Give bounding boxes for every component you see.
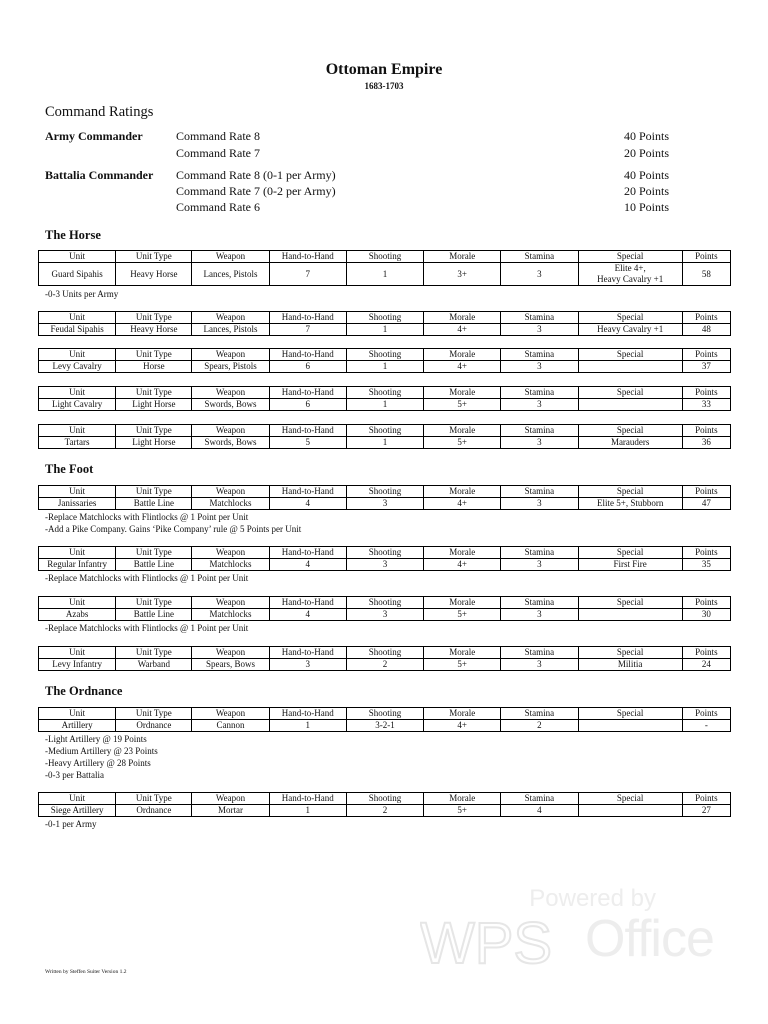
cell-unit: Janissaries — [39, 498, 116, 510]
unit-notes — [45, 511, 301, 535]
column-header: Morale — [424, 486, 501, 498]
column-header: Stamina — [501, 597, 578, 609]
column-header: Shooting — [346, 793, 423, 805]
column-header: Shooting — [346, 708, 423, 720]
cell-type: Battle Line — [116, 609, 192, 621]
column-header: Unit Type — [116, 312, 192, 324]
column-header: Special — [578, 708, 682, 720]
cell-shooting: 2 — [346, 659, 423, 671]
cell-stamina: 3 — [501, 659, 578, 671]
column-header: Points — [682, 597, 730, 609]
column-header: Hand-to-Hand — [269, 387, 346, 399]
column-header: Special — [578, 425, 682, 437]
cell-stamina: 3 — [501, 498, 578, 510]
cell-points: 33 — [682, 399, 730, 411]
column-header: Weapon — [192, 647, 269, 659]
column-header: Shooting — [346, 425, 423, 437]
table-header-row — [39, 349, 731, 361]
column-header: Stamina — [501, 647, 578, 659]
table-row — [39, 437, 731, 449]
column-header: Special — [578, 349, 682, 361]
column-header: Unit Type — [116, 708, 192, 720]
page-title: Ottoman Empire — [325, 61, 443, 78]
column-header: Hand-to-Hand — [269, 597, 346, 609]
table-header-row — [39, 547, 731, 559]
table-header-row — [39, 793, 731, 805]
unit-table — [38, 646, 731, 671]
column-header: Special — [578, 387, 682, 399]
cell-special — [578, 720, 682, 732]
cell-unit: Artillery — [39, 720, 116, 732]
battalia-rate-1: Command Rate 8 (0-1 per Army) — [176, 168, 336, 182]
cell-shooting: 1 — [346, 263, 423, 286]
column-header: Unit Type — [116, 597, 192, 609]
column-header: Unit Type — [116, 251, 192, 263]
cell-weapon: Matchlocks — [192, 559, 269, 571]
column-header: Unit — [39, 647, 116, 659]
unit-table — [38, 792, 731, 817]
column-header: Points — [682, 486, 730, 498]
cell-unit: Feudal Sipahis — [39, 324, 116, 336]
army-points-2: 20 Points — [624, 146, 670, 160]
column-header: Hand-to-Hand — [269, 647, 346, 659]
column-header: Unit — [39, 425, 116, 437]
column-header: Unit Type — [116, 793, 192, 805]
column-header: Hand-to-Hand — [269, 251, 346, 263]
column-header: Special — [578, 312, 682, 324]
cell-stamina: 3 — [501, 361, 578, 373]
column-header: Weapon — [192, 425, 269, 437]
unit-notes — [45, 818, 97, 830]
wps-logo-icon — [420, 915, 590, 975]
cell-weapon: Swords, Bows — [192, 437, 269, 449]
column-header: Shooting — [346, 349, 423, 361]
column-header: Shooting — [346, 387, 423, 399]
column-header: Stamina — [501, 708, 578, 720]
column-header: Unit — [39, 349, 116, 361]
cell-shooting: 3 — [346, 609, 423, 621]
cell-morale: 5+ — [424, 659, 501, 671]
column-header: Weapon — [192, 251, 269, 263]
column-header: Shooting — [346, 251, 423, 263]
army-commander-label: Army Commander — [45, 129, 143, 143]
cell-unit: Azabs — [39, 609, 116, 621]
cell-special: Marauders — [578, 437, 682, 449]
cell-morale: 4+ — [424, 720, 501, 732]
cell-hth: 3 — [269, 659, 346, 671]
column-header: Unit — [39, 486, 116, 498]
unit-table — [38, 424, 731, 449]
cell-type: Heavy Horse — [116, 263, 192, 286]
watermark-powered-text: Powered by — [529, 885, 656, 912]
unit-table — [38, 250, 731, 286]
table-row — [39, 324, 731, 336]
cell-hth: 4 — [269, 609, 346, 621]
cell-stamina: 3 — [501, 324, 578, 336]
battalia-points-1: 40 Points — [624, 168, 670, 182]
table-row — [39, 498, 731, 510]
cell-weapon: Mortar — [192, 805, 269, 817]
cell-morale: 5+ — [424, 609, 501, 621]
cell-hth: 4 — [269, 559, 346, 571]
cell-points: - — [682, 720, 730, 732]
cell-type: Battle Line — [116, 559, 192, 571]
unit-table — [38, 707, 731, 732]
cell-stamina: 4 — [501, 805, 578, 817]
cell-unit: Levy Cavalry — [39, 361, 116, 373]
cell-type: Ordnance — [116, 720, 192, 732]
cell-hth: 4 — [269, 498, 346, 510]
cell-unit: Siege Artillery — [39, 805, 116, 817]
column-header: Unit Type — [116, 387, 192, 399]
column-header: Unit — [39, 312, 116, 324]
cell-unit: Levy Infantry — [39, 659, 116, 671]
cell-points: 37 — [682, 361, 730, 373]
column-header: Morale — [424, 547, 501, 559]
cell-morale: 4+ — [424, 498, 501, 510]
watermark-brand: WPS — [420, 915, 553, 975]
cell-weapon: Spears, Bows — [192, 659, 269, 671]
note-line: -Medium Artillery @ 23 Points — [45, 746, 158, 756]
cell-morale: 4+ — [424, 559, 501, 571]
footer-credit: Written by Steffen Suiter Version 1.2 — [45, 969, 127, 975]
unit-table — [38, 348, 731, 373]
unit-table — [38, 386, 731, 411]
column-header: Hand-to-Hand — [269, 708, 346, 720]
cell-special — [578, 361, 682, 373]
column-header: Points — [682, 349, 730, 361]
column-header: Hand-to-Hand — [269, 349, 346, 361]
cell-unit: Tartars — [39, 437, 116, 449]
cell-special-line: Heavy Cavalry +1 — [597, 274, 664, 284]
column-header: Morale — [424, 349, 501, 361]
cell-special: Elite 5+, Stubborn — [578, 498, 682, 510]
cell-hth: 6 — [269, 399, 346, 411]
unit-table — [38, 311, 731, 336]
column-header: Special — [578, 251, 682, 263]
army-rate-2: Command Rate 7 — [176, 146, 260, 160]
battalia-commander-label: Battalia Commander — [45, 168, 154, 182]
unit-table — [38, 485, 731, 510]
cell-stamina: 3 — [501, 559, 578, 571]
column-header: Points — [682, 387, 730, 399]
column-header: Unit — [39, 547, 116, 559]
column-header: Morale — [424, 312, 501, 324]
column-header: Morale — [424, 251, 501, 263]
cell-shooting: 1 — [346, 324, 423, 336]
cell-type: Horse — [116, 361, 192, 373]
cell-morale: 3+ — [424, 263, 501, 286]
note-line: -0-1 per Army — [45, 819, 97, 829]
column-header: Unit — [39, 708, 116, 720]
column-header: Stamina — [501, 486, 578, 498]
note-line: -0-3 Units per Army — [45, 289, 119, 299]
unit-notes — [45, 572, 248, 584]
section-foot: The Foot — [45, 462, 94, 476]
table-row — [39, 720, 731, 732]
cell-type: Warband — [116, 659, 192, 671]
cell-stamina: 3 — [501, 399, 578, 411]
column-header: Unit — [39, 793, 116, 805]
cell-shooting: 2 — [346, 805, 423, 817]
column-header: Weapon — [192, 486, 269, 498]
column-header: Stamina — [501, 251, 578, 263]
cell-hth: 7 — [269, 263, 346, 286]
column-header: Points — [682, 425, 730, 437]
cell-shooting: 3 — [346, 498, 423, 510]
cell-shooting: 1 — [346, 399, 423, 411]
column-header: Weapon — [192, 597, 269, 609]
cell-type: Battle Line — [116, 498, 192, 510]
section-ordnance: The Ordnance — [45, 684, 123, 698]
cell-weapon: Matchlocks — [192, 609, 269, 621]
column-header: Hand-to-Hand — [269, 486, 346, 498]
column-header: Special — [578, 486, 682, 498]
column-header: Hand-to-Hand — [269, 425, 346, 437]
watermark — [420, 885, 720, 975]
column-header: Points — [682, 647, 730, 659]
note-line: -0-3 per Battalia — [45, 770, 104, 780]
column-header: Morale — [424, 647, 501, 659]
battalia-rate-2: Command Rate 7 (0-2 per Army) — [176, 184, 336, 198]
note-line: -Heavy Artillery @ 28 Points — [45, 758, 151, 768]
cell-unit: Guard Sipahis — [39, 263, 116, 286]
section-horse: The Horse — [45, 228, 101, 242]
column-header: Morale — [424, 597, 501, 609]
column-header: Special — [578, 793, 682, 805]
cell-weapon: Lances, Pistols — [192, 324, 269, 336]
column-header: Shooting — [346, 312, 423, 324]
column-header: Points — [682, 793, 730, 805]
column-header: Shooting — [346, 486, 423, 498]
cell-points: 30 — [682, 609, 730, 621]
table-header-row — [39, 647, 731, 659]
cell-special: Militia — [578, 659, 682, 671]
column-header: Weapon — [192, 312, 269, 324]
cell-special — [578, 609, 682, 621]
cell-points: 27 — [682, 805, 730, 817]
note-line: -Replace Matchlocks with Flintlocks @ 1 Point per Unit — [45, 573, 249, 583]
note-line: -Light Artillery @ 19 Points — [45, 734, 147, 744]
column-header: Stamina — [501, 312, 578, 324]
column-header: Points — [682, 312, 730, 324]
column-header: Stamina — [501, 425, 578, 437]
cell-type: Light Horse — [116, 437, 192, 449]
battalia-rate-3: Command Rate 6 — [176, 200, 260, 214]
watermark-office-text: Office — [585, 910, 714, 968]
cell-stamina: 2 — [501, 720, 578, 732]
cell-shooting: 3 — [346, 559, 423, 571]
cell-points: 47 — [682, 498, 730, 510]
column-header: Weapon — [192, 349, 269, 361]
table-row — [39, 361, 731, 373]
cell-stamina: 3 — [501, 609, 578, 621]
column-header: Hand-to-Hand — [269, 547, 346, 559]
table-row — [39, 263, 731, 286]
cell-points: 24 — [682, 659, 730, 671]
column-header: Unit — [39, 251, 116, 263]
cell-morale: 4+ — [424, 324, 501, 336]
column-header: Points — [682, 251, 730, 263]
column-header: Hand-to-Hand — [269, 793, 346, 805]
column-header: Special — [578, 647, 682, 659]
table-header-row — [39, 387, 731, 399]
unit-table — [38, 546, 731, 571]
column-header: Weapon — [192, 793, 269, 805]
cell-weapon: Spears, Pistols — [192, 361, 269, 373]
cell-shooting: 1 — [346, 437, 423, 449]
cell-hth: 5 — [269, 437, 346, 449]
column-header: Unit — [39, 597, 116, 609]
cell-stamina: 3 — [501, 437, 578, 449]
cell-special: Heavy Cavalry +1 — [578, 324, 682, 336]
column-header: Stamina — [501, 387, 578, 399]
table-row — [39, 559, 731, 571]
column-header: Hand-to-Hand — [269, 312, 346, 324]
cell-morale: 4+ — [424, 361, 501, 373]
column-header: Weapon — [192, 547, 269, 559]
cell-shooting: 1 — [346, 361, 423, 373]
cell-type: Heavy Horse — [116, 324, 192, 336]
column-header: Special — [578, 597, 682, 609]
table-header-row — [39, 251, 731, 263]
table-header-row — [39, 312, 731, 324]
table-row — [39, 659, 731, 671]
cell-hth: 6 — [269, 361, 346, 373]
column-header: Stamina — [501, 349, 578, 361]
unit-notes — [45, 288, 118, 300]
command-ratings-heading: Command Ratings — [45, 104, 154, 120]
cell-weapon: Cannon — [192, 720, 269, 732]
cell-type: Ordnance — [116, 805, 192, 817]
column-header: Unit Type — [116, 647, 192, 659]
table-header-row — [39, 597, 731, 609]
cell-points: 58 — [682, 263, 730, 286]
column-header: Morale — [424, 387, 501, 399]
cell-stamina: 3 — [501, 263, 578, 286]
column-header: Morale — [424, 793, 501, 805]
column-header: Unit Type — [116, 486, 192, 498]
column-header: Special — [578, 547, 682, 559]
unit-notes — [45, 733, 158, 781]
column-header: Weapon — [192, 708, 269, 720]
page-subtitle: 1683-1703 — [364, 81, 404, 91]
note-line: -Replace Matchlocks with Flintlocks @ 1 Point per Unit — [45, 623, 249, 633]
cell-unit: Regular Infantry — [39, 559, 116, 571]
column-header: Shooting — [346, 647, 423, 659]
column-header: Unit — [39, 387, 116, 399]
cell-special-line: Elite 4+, — [614, 263, 646, 273]
table-row — [39, 399, 731, 411]
column-header: Unit Type — [116, 547, 192, 559]
unit-table — [38, 596, 731, 621]
cell-weapon: Matchlocks — [192, 498, 269, 510]
cell-shooting: 3-2-1 — [346, 720, 423, 732]
cell-type: Light Horse — [116, 399, 192, 411]
cell-hth: 7 — [269, 324, 346, 336]
army-points-1: 40 Points — [624, 129, 670, 143]
column-header: Unit Type — [116, 425, 192, 437]
cell-hth: 1 — [269, 805, 346, 817]
column-header: Stamina — [501, 793, 578, 805]
table-header-row — [39, 708, 731, 720]
cell-special — [578, 805, 682, 817]
table-header-row — [39, 486, 731, 498]
cell-special — [578, 263, 682, 286]
cell-points: 35 — [682, 559, 730, 571]
cell-morale: 5+ — [424, 805, 501, 817]
cell-unit: Light Cavalry — [39, 399, 116, 411]
cell-morale: 5+ — [424, 437, 501, 449]
cell-points: 48 — [682, 324, 730, 336]
battalia-points-3: 10 Points — [624, 200, 670, 214]
table-header-row — [39, 425, 731, 437]
column-header: Shooting — [346, 597, 423, 609]
cell-hth: 1 — [269, 720, 346, 732]
cell-points: 36 — [682, 437, 730, 449]
table-row — [39, 805, 731, 817]
note-line: -Add a Pike Company. Gains ‘Pike Company’ rule @ 5 Points per Unit — [45, 524, 302, 534]
note-line: -Replace Matchlocks with Flintlocks @ 1 Point per Unit — [45, 512, 249, 522]
column-header: Points — [682, 708, 730, 720]
column-header: Shooting — [346, 547, 423, 559]
column-header: Morale — [424, 425, 501, 437]
cell-special — [578, 399, 682, 411]
cell-weapon: Swords, Bows — [192, 399, 269, 411]
column-header: Weapon — [192, 387, 269, 399]
cell-weapon: Lances, Pistols — [192, 263, 269, 286]
column-header: Morale — [424, 708, 501, 720]
army-rate-1: Command Rate 8 — [176, 129, 260, 143]
cell-morale: 5+ — [424, 399, 501, 411]
column-header: Unit Type — [116, 349, 192, 361]
unit-notes — [45, 622, 248, 634]
table-row — [39, 609, 731, 621]
column-header: Stamina — [501, 547, 578, 559]
battalia-points-2: 20 Points — [624, 184, 670, 198]
column-header: Points — [682, 547, 730, 559]
cell-special: First Fire — [578, 559, 682, 571]
